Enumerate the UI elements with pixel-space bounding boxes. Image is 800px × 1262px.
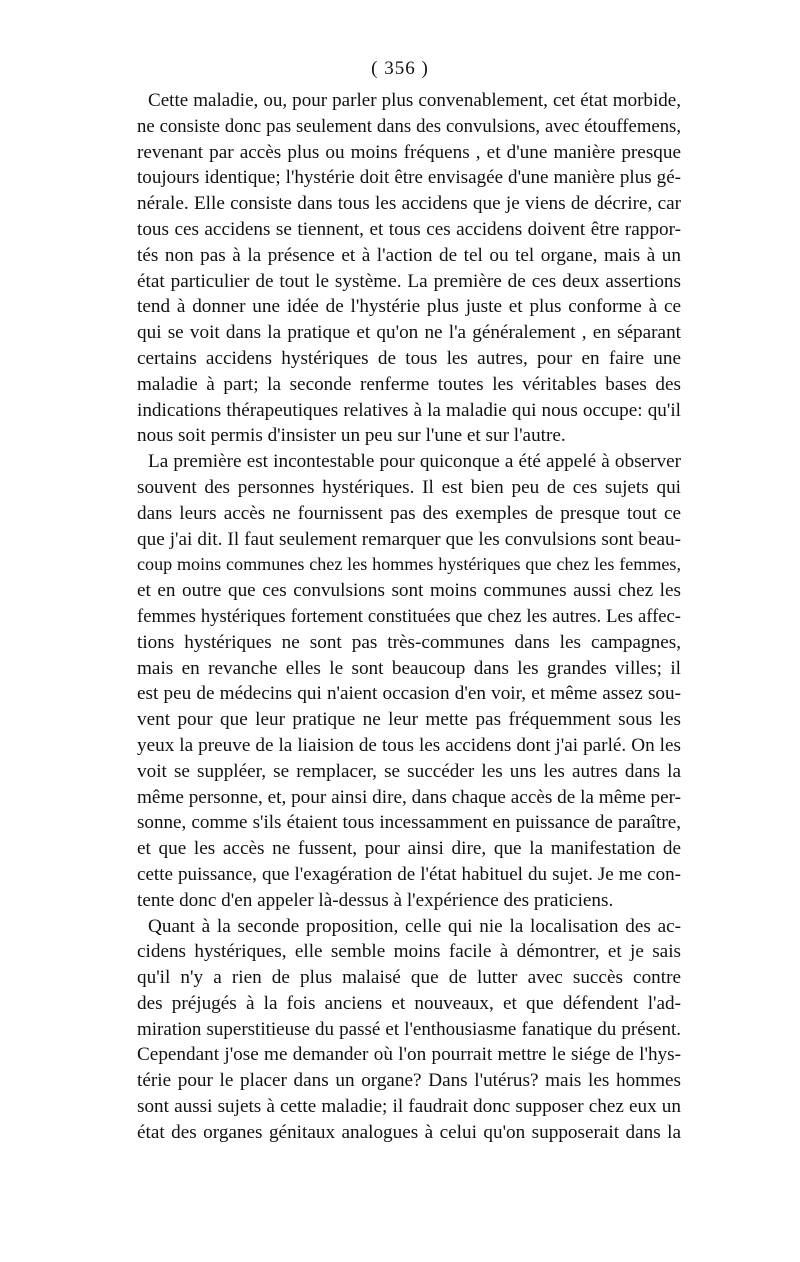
text-line: tés non pas à la présence et à l'action de tel ou tel organe, mais à un [137,244,681,266]
text-line: Quant à la seconde proposition, celle qui nie la localisation des ac- [148,915,681,937]
text-line: et que les accès ne fussent, pour ainsi dire, que la manifestation de [137,838,681,860]
text-line: toujours identique; l'hystérie doit être envisagée d'une manière plus gé- [137,167,681,189]
text-line: yeux la preuve de la liaision de tous les accidens dont j'ai parlé. On les [137,734,681,756]
text-line: qui se voit dans la pratique et qu'on ne l'a généralement , en séparant [137,322,681,344]
text-line: des préjugés à la fois anciens et nouveaux, et que défendent l'ad- [137,992,681,1014]
text-line: qu'il n'y a rien de plus malaisé que de lutter avec succès contre [137,967,681,989]
text-line: femmes hystériques fortement constituées que chez les autres. Les affec- [137,605,681,627]
text-line: sonne, comme s'ils étaient tous incessamment en puissance de paraître, [137,812,681,834]
text-line: tend à donner une idée de l'hystérie plus juste et plus conforme à ce [137,296,681,318]
text-line: voit se suppléer, se remplacer, se succéder les uns les autres dans la [137,760,681,782]
text-line: Cependant j'ose me demander où l'on pourrait mettre le siége de l'hys- [137,1044,681,1066]
paragraph-3 [137,914,681,1146]
text-line: souvent des personnes hystériques. Il est bien peu de ces sujets qui [137,476,681,498]
paragraph-1 [137,88,681,449]
text-line: Cette maladie, ou, pour parler plus convenablement, cet état morbide, [148,90,681,111]
text-line: mais en revanche elles le sont beaucoup dans les grandes villes; il [137,657,681,679]
text-line: sont aussi sujets à cette maladie; il faudrait donc supposer chez eux un [137,1096,681,1118]
text-line: que j'ai dit. Il faut seulement remarquer que les convulsions sont beau- [137,528,681,550]
text-line: cette puissance, que l'exagération de l'état habituel du sujet. Je me con- [137,863,681,885]
text-line: est peu de médecins qui n'aient occasion d'en voir, et même assez sou- [137,683,681,705]
text-line: coup moins communes chez les hommes hystériques que chez les femmes, [137,554,681,575]
text-line: tions hystériques ne sont pas très-communes dans les campagnes, [137,631,681,653]
text-line: certains accidens hystériques de tous les autres, pour en faire une [137,347,681,369]
page-number: ( 356 ) [371,58,429,79]
text-line: cidens hystériques, elle semble moins facile à démontrer, et je sais [137,941,681,963]
text-line: ne consiste donc pas seulement dans des convulsions, avec étouffemens, [137,115,681,137]
text-line: indications thérapeutiques relatives à la maladie qui nous occupe: qu'il [137,399,681,421]
text-line: état particulier de tout le système. La première de ces deux assertions [137,270,681,292]
text-line: tente donc d'en appeler là-dessus à l'expérience des praticiens. [137,889,614,911]
text-line: nous soit permis d'insister un peu sur l'une et sur l'autre. [137,425,566,447]
text-line: miration superstitieuse du passé et l'enthousiasme fanatique du présent. [137,1018,681,1040]
text-line: et en outre que ces convulsions sont moins communes aussi chez les [137,580,681,602]
text-line: revenant par accès plus ou moins fréquens , et d'une manière presque [137,141,681,163]
body-text [137,88,681,1146]
text-line: état des organes génitaux analogues à celui qu'on supposerait dans la [137,1121,681,1143]
text-line: vent pour que leur pratique ne leur mette pas fréquemment sous les [137,709,681,731]
text-line: nérale. Elle consiste dans tous les accidens que je viens de décrire, car [137,193,681,215]
text-line: maladie à part; la seconde renferme toutes les véritables bases des [137,373,681,395]
text-line: même personne, et, pour ainsi dire, dans chaque accès de la même per- [137,786,681,808]
text-line: La première est incontestable pour quiconque a été appelé à observer [148,451,681,473]
text-line: tous ces accidens se tiennent, et tous ces accidens doivent être rappor- [137,218,681,240]
paragraph-2 [137,449,681,913]
text-line: térie pour le placer dans un organe? Dans l'utérus? mais les hommes [137,1070,681,1092]
text-line: dans leurs accès ne fournissent pas des exemples de presque tout ce [137,502,681,524]
